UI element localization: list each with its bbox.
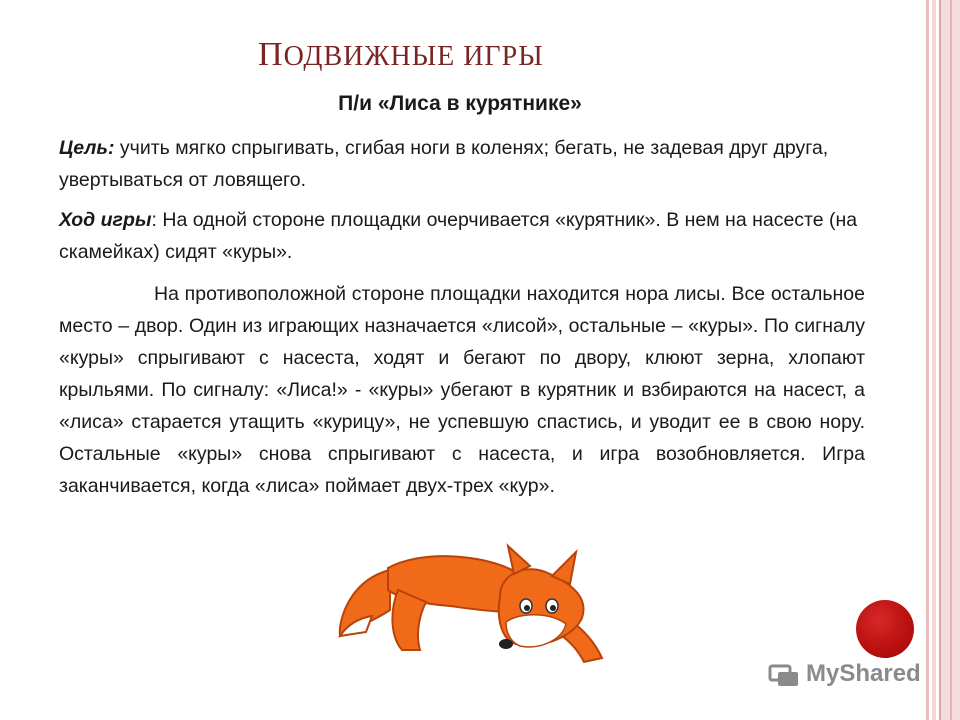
course-label: Ход игры: [59, 209, 152, 231]
slide-title: [258, 36, 544, 74]
red-circle: [856, 600, 914, 658]
goal-label: Цель:: [59, 137, 115, 159]
fox-illustration: [330, 540, 620, 680]
goal-paragraph: [59, 132, 869, 196]
goal-text: учить мягко спрыгивать, сгибая ноги в коленях; бегать, не задевая друг друга, увертываться от ловящего.: [59, 137, 829, 191]
course-paragraph: [59, 204, 869, 268]
watermark-text: MyShared: [806, 660, 921, 687]
myshared-logo-icon: [768, 658, 800, 690]
title-capital: П: [258, 36, 284, 73]
stripe-line: [950, 0, 952, 720]
decorative-stripes: [920, 0, 960, 720]
title-rest: ОДВИЖНЫЕ ИГРЫ: [283, 41, 544, 72]
course-text: : На одной стороне площадки очерчивается «курятник». В нем на насесте (на скамейках) сидят «куры».: [59, 209, 858, 263]
watermark: [768, 656, 921, 692]
game-subtitle: П/и «Лиса в курятнике»: [338, 92, 582, 115]
rules-paragraph: На противоположной стороне площадки находится нора лисы. Все остальное место – двор. Один из играющих назначается «лисой», остальные – «куры». По сигналу «куры» спрыгивают с насеста, ходят и бегают по двору, клюют зерна, хлопают крыльями. По сигналу: «Лиса!» - «куры» убегают в курятник и взбираются на насест, а «лиса» старается утащить «курицу», не успевшую спастись, и уводит ее в свою нору. Остальные «куры» снова спрыгивают с насеста, и игра возобновляется. Игра заканчивается, когда «лиса» поймает двух-трех «кур».: [59, 283, 865, 497]
